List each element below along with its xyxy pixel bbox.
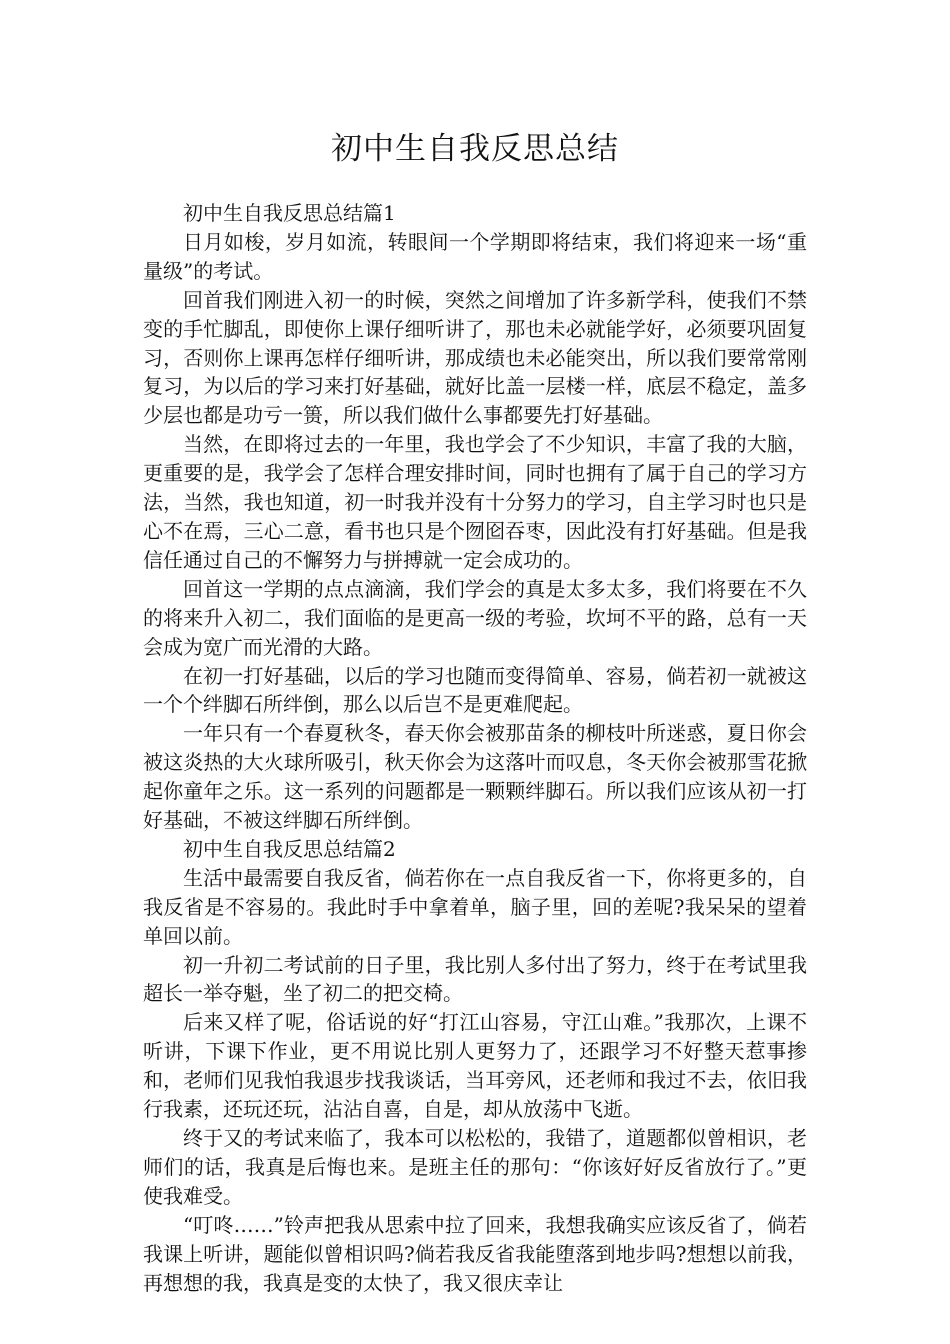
paragraph: “叮咚……”铃声把我从思索中拉了回来，我想我确实应该反省了，倘若我课上听讲，题能似曾相识吗?倘若我反省我能堕落到地步吗?想想以前我，再想想的我，我真是变的太快了，我又很庆幸让	[143, 1212, 807, 1295]
document-title: 初中生自我反思总结	[331, 131, 619, 167]
section-heading-2: 初中生自我反思总结篇2	[183, 836, 396, 861]
document-body	[143, 199, 807, 1297]
paragraph: 一年只有一个春夏秋冬，春天你会被那苗条的柳枝叶所迷惑，夏日你会被这炎热的大火球所吸引，秋天你会为这落叶而叹息，冬天你会被那雪花掀起你童年之乐。这一系列的问题都是一颗颗绊脚石。所以我们应该从初一打好基础，不被这绊脚石所绊倒。	[143, 721, 807, 833]
paragraph: 终于又的考试来临了，我本可以松松的，我错了，道题都似曾相识，老师们的话，我真是后悔也来。是班主任的那句：“你该好好反省放行了。”更使我难受。	[143, 1126, 807, 1208]
paragraph: 在初一打好基础，以后的学习也随而变得简单、容易，倘若初一就被这一个个绊脚石所绊倒，那么以后岂不是更难爬起。	[143, 663, 807, 717]
section-heading-1: 初中生自我反思总结篇1	[183, 201, 396, 225]
paragraph: 生活中最需要自我反省，倘若你在一点自我反省一下，你将更多的，自我反省是不容易的。我此时手中拿着单，脑子里，回的差呢?我呆呆的望着单回以前。	[143, 865, 807, 948]
paragraph: 当然，在即将过去的一年里，我也学会了不少知识，丰富了我的大脑，更重要的是，我学会了怎样合理安排时间，同时也拥有了属于自己的学习方法，当然，我也知道，初一时我并没有十分努力的学习，自主学习时也只是心不在焉，三心二意，看书也只是个囫囵吞枣，因此没有打好基础。但是我信任通过自己的不懈努力与拼搏就一定会成功的。	[143, 432, 807, 572]
paragraph: 回首这一学期的点点滴滴，我们学会的真是太多太多，我们将要在不久的将来升入初二，我们面临的是更高一级的考验，坎坷不平的路，总有一天会成为宽广而光滑的大路。	[143, 576, 807, 659]
paragraph: 日月如梭，岁月如流，转眼间一个学期即将结束，我们将迎来一场“重量级”的考试。	[143, 229, 807, 283]
paragraph: 初一升初二考试前的日子里，我比别人多付出了努力，终于在考试里我超长一举夺魁，坐了初二的把交椅。	[143, 952, 807, 1006]
paragraph: 回首我们刚进入初一的时候，突然之间增加了许多新学科，使我们不禁变的手忙脚乱，即使你上课仔细听讲了，那也未必就能学好，必须要巩固复习，否则你上课再怎样仔细听讲，那成绩也未必能突出，所以我们要常常刚复习，为以后的学习来打好基础，就好比盖一层楼一样，底层不稳定，盖多少层也都是功亏一篑，所以我们做什么事都要先打好基础。	[143, 287, 807, 428]
paragraph: 后来又样了呢，俗话说的好“打江山容易，守江山难。”我那次，上课不听讲，下课下作业，更不用说比别人更努力了，还跟学习不好整天惹事掺和，老师们见我怕我退步找我谈话，当耳旁风，还老师和我过不去，依旧我行我素，还玩还玩，沾沾自喜，自是，却从放荡中飞逝。	[143, 1010, 807, 1122]
